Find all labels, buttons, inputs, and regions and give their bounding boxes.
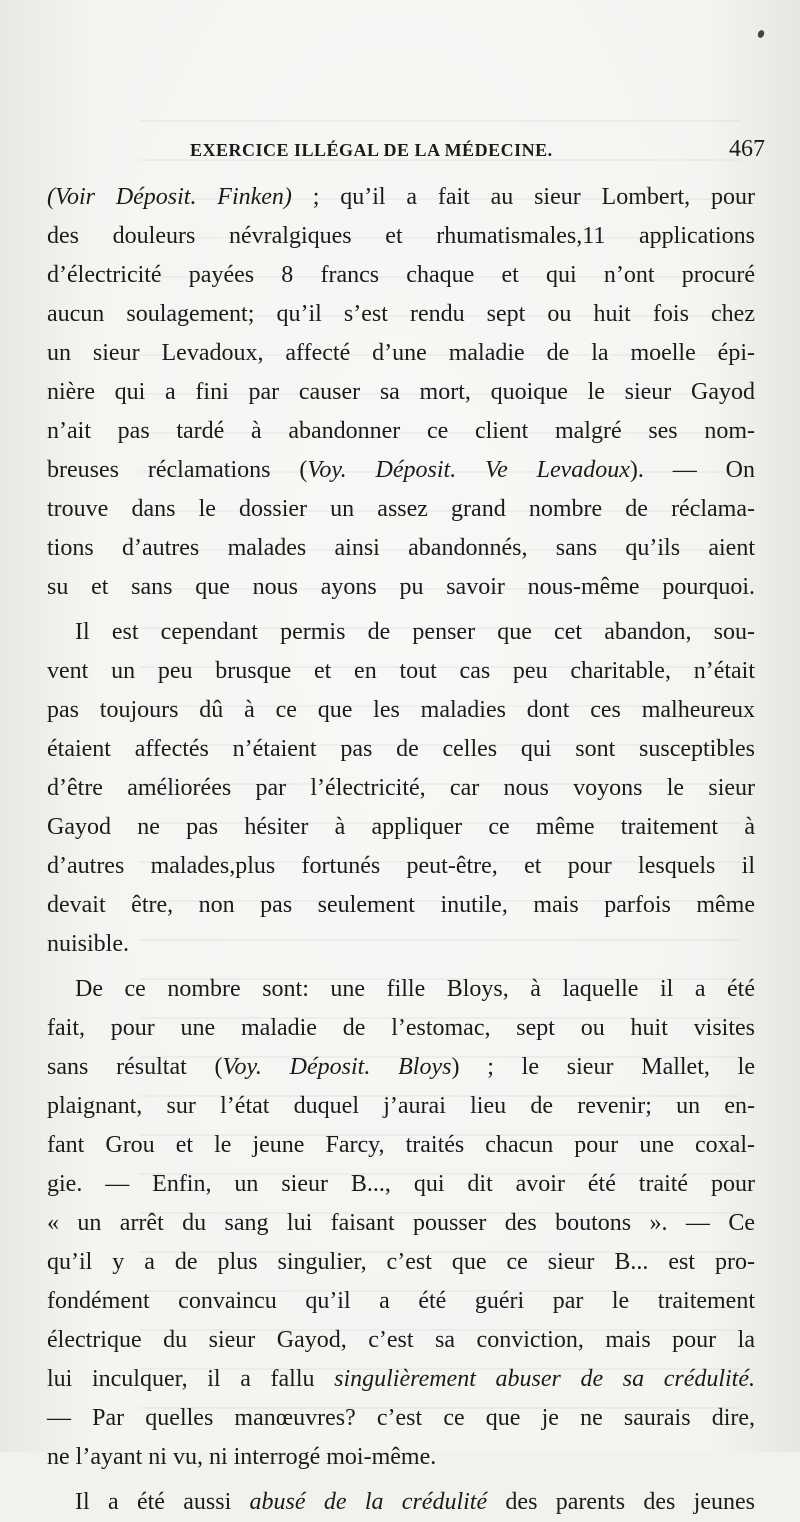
body-text: [47, 178, 755, 1522]
text-line: [47, 1360, 755, 1399]
text-segment: nière qui a fini par causer sa mort, quoique le sieur Gayod: [47, 379, 755, 405]
text-segment: pas toujours dû à ce que les maladies dont ces malheureux: [47, 697, 755, 723]
text-line: [47, 730, 755, 769]
text-segment: d’électricité payées 8 francs chaque et qui n’ont procuré: [47, 262, 755, 288]
text-line: [47, 1009, 755, 1048]
text-segment: n’ait pas tardé à abandonner ce client malgré ses nom-: [47, 418, 755, 444]
text-segment: d’autres malades,plus fortunés peut-être, et pour lesquels il: [47, 853, 755, 879]
text-line: [47, 1126, 755, 1165]
text-line: [47, 1399, 755, 1438]
text-line: [47, 613, 755, 652]
text-segment: « un arrêt du sang lui faisant pousser des boutons ». — Ce: [47, 1210, 755, 1236]
text-line: [47, 1087, 755, 1126]
text-segment: tions d’autres malades ainsi abandonnés, sans qu’ils aient: [47, 535, 755, 561]
text-segment: sans résultat (: [47, 1054, 223, 1080]
text-segment: ) ; le sieur Mallet, le: [451, 1054, 755, 1080]
text-segment: Gayod ne pas hésiter à appliquer ce même traitement à: [47, 814, 755, 840]
text-line: [47, 490, 755, 529]
text-segment: fait, pour une maladie de l’estomac, sept ou huit visites: [47, 1015, 755, 1041]
text-line: [47, 1321, 755, 1360]
text-line: [47, 178, 755, 217]
text-segment: qu’il y a de plus singulier, c’est que ce sieur B... est pro-: [47, 1249, 755, 1275]
running-title: EXERCICE ILLÉGAL DE LA MÉDECINE.: [190, 140, 553, 160]
italic-text: Voy. Déposit. Ve Levadoux: [307, 457, 630, 483]
text-line: [47, 886, 755, 925]
ink-spot: [757, 29, 766, 39]
text-segment: nuisible.: [47, 931, 129, 957]
text-segment: Il est cependant permis de penser que cet abandon, sou-: [75, 619, 755, 645]
text-line: [47, 847, 755, 886]
text-segment: un sieur Levadoux, affecté d’une maladie de la moelle épi-: [47, 340, 755, 366]
text-line: [47, 295, 755, 334]
text-segment: Il a été aussi: [75, 1489, 250, 1515]
text-segment: ). — On: [629, 457, 755, 483]
text-line: [47, 373, 755, 412]
italic-text: Voy. Déposit. Bloys: [222, 1054, 452, 1080]
text-line: [47, 451, 755, 490]
text-segment: su et sans que nous ayons pu savoir nous-même pourquoi.: [47, 574, 755, 600]
text-line: [47, 769, 755, 808]
italic-text: singulièrement abuser de sa crédulité.: [334, 1366, 756, 1392]
text-segment: d’être améliorées par l’électricité, car nous voyons le sieur: [47, 775, 755, 801]
text-line: [47, 925, 755, 964]
text-line: [47, 1165, 755, 1204]
text-line: [47, 1483, 755, 1522]
text-segment: plaignant, sur l’état duquel j’aurai lieu de revenir; un en-: [47, 1093, 755, 1119]
text-line: [47, 217, 755, 256]
text-line: [47, 1048, 755, 1087]
text-segment: vent un peu brusque et en tout cas peu charitable, n’était: [47, 658, 755, 684]
text-segment: étaient affectés n’étaient pas de celles qui sont susceptibles: [47, 736, 755, 762]
text-line: [47, 334, 755, 373]
text-segment: des parents des jeunes: [487, 1489, 755, 1515]
text-segment: des douleurs névralgiques et rhumatismales,11 applications: [47, 223, 755, 249]
text-segment: fant Grou et le jeune Farcy, traités chacun pour une coxal-: [47, 1132, 755, 1158]
italic-text: (Voir Déposit. Finken): [47, 184, 292, 210]
text-line: [47, 808, 755, 847]
text-line: [47, 970, 755, 1009]
text-segment: fondément convaincu qu’il a été guéri par le traitement: [47, 1288, 755, 1314]
text-line: [47, 1438, 755, 1477]
text-segment: — Par quelles manœuvres? c’est ce que je ne saurais dire,: [47, 1405, 755, 1431]
italic-text: abusé de la crédulité: [249, 1489, 488, 1515]
text-segment: De ce nombre sont: une fille Bloys, à laquelle il a été: [75, 976, 755, 1002]
text-line: [47, 1204, 755, 1243]
text-line: [47, 652, 755, 691]
text-segment: lui inculquer, il a fallu: [47, 1366, 335, 1392]
text-line: [47, 412, 755, 451]
text-line: [47, 1243, 755, 1282]
text-segment: devait être, non pas seulement inutile, mais parfois même: [47, 892, 755, 918]
text-line: [47, 691, 755, 730]
page-number: 467: [729, 136, 765, 162]
text-line: [47, 568, 755, 607]
text-segment: ne l’ayant ni vu, ni interrogé moi-même.: [47, 1444, 437, 1470]
text-line: [47, 1282, 755, 1321]
text-segment: trouve dans le dossier un assez grand nombre de réclama-: [47, 496, 755, 522]
text-segment: gie. — Enfin, un sieur B..., qui dit avoir été traité pour: [47, 1171, 755, 1197]
text-segment: breuses réclamations (: [47, 457, 308, 483]
text-segment: ; qu’il a fait au sieur Lombert, pour: [291, 184, 755, 210]
page-header: [190, 136, 765, 170]
text-line: [47, 529, 755, 568]
text-line: [47, 256, 755, 295]
text-segment: électrique du sieur Gayod, c’est sa conviction, mais pour la: [47, 1327, 755, 1353]
text-segment: aucun soulagement; qu’il s’est rendu sept ou huit fois chez: [47, 301, 755, 327]
